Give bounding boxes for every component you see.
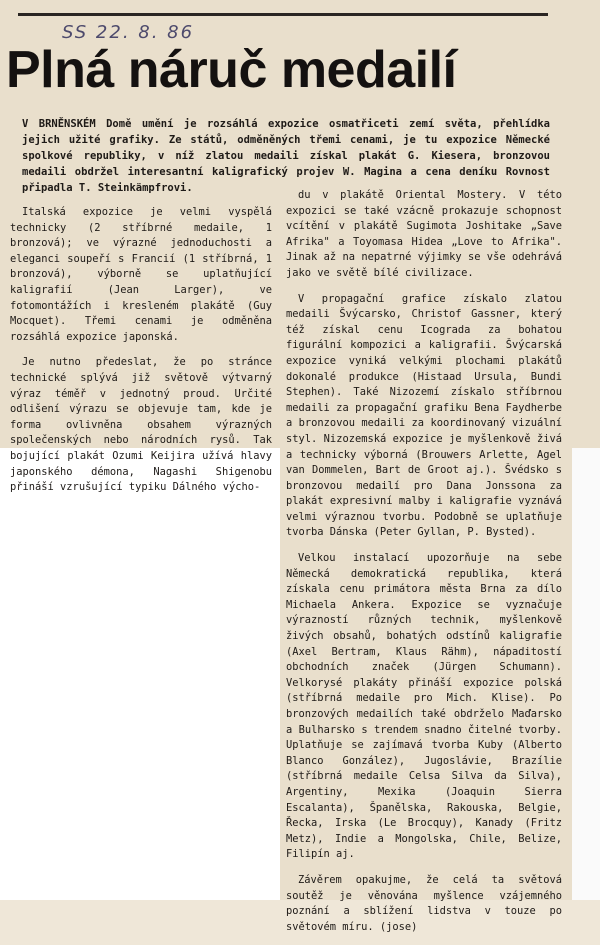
paragraph: Italská expozice je velmi vyspělá technicky (2 stříbrné medaile, 1 bronzová); ve výrazné jednoduchosti a eleganci soupeří s Francií (1 stříbrná, 1 bronzová), výborně se uplatňující kaligrafií (Jean Larger), ve fotomontážích i kresleném plakátě (Guy Mocquet). Třemi cenami je odměněna rozsáhlá expozice japonská. xyxy=(10,206,272,343)
lead-paragraph: V BRNĚNSKÉM Domě umění je rozsáhlá expozice osmatřiceti zemí světa, přehlídka jejich užité grafiky. Ze států, odměněných třemi cenami, je tu expozice Německé spolkové republiky, v níž zlatou medaili získal plakát G. Kiesera, bronzovou medaili obdržel interesantní kaligrafický projev W. Magina a cena deníku Rovnost připadla T. Steinkämpfrovi. xyxy=(22,118,550,194)
paragraph: Závěrem opakujme, že celá ta světová soutěž je věnována myšlence vzájemného poznání a sblížení lidstva v touze po světovém míru. (jose) xyxy=(286,873,562,933)
left-column xyxy=(10,205,272,506)
paragraph: Velkou instalací upozorňuje na sebe Německá demokratická republika, která získala cenu primátora města Brna za dílo Michaela Ankera. Expozice se vyznačuje výrazností různých technik, myšlenkově živých obsahů, bohatých odstínů kaligrafie (Axel Bertram, Klaus Rähm), nápaditostí obchodních značek (Jürgen Schumann). Velkorysé plakáty přináší expozice polská (stříbrná medaile pro Mich. Klise). Po bronzových medailích také obdrželo Maďarsko a Bulharsko s trendem snadno čitelné tvorby. Uplatňuje se zajímavá tvorba Kuby (Alberto Blanco González), Jugoslávie, Brazílie (stříbrná medaile Celsa Silva da Silva), Argentiny, Mexika (Joaquin Sierra Escalanta), Španělska, Rakouska, Belgie, Řecka, Irska (Le Brocquy), Kanady (Fritz Metz), Indie a Mongolska, Chile, Belize, Filipín aj. xyxy=(286,552,562,861)
paragraph: Je nutno předeslat, že po stránce technické splývá již světově výtvarný výraz téměř v jednotný proud. Určité odlišení výrazu se objevuje tam, kde je forma ovlivněna obsahem výrazných společenských nebo národních rysů. Tak bojující plakát Ozumi Keijira užívá hlavy japonského démona, Nagashi Shigenobu přináší vzrušující typiku Dálného výcho- xyxy=(10,356,272,494)
handwritten-date-note: SS 22. 8. 86 xyxy=(62,22,195,43)
right-column xyxy=(286,188,562,945)
headline: Plná náruč medailí xyxy=(6,41,457,99)
paragraph: du v plakátě Oriental Mostery. V této expozici se také vzácně prokazuje schopnost vcítění v plakátě Sugimota Joshitake „Save Afrika" a Toyomasa Hidea „Love to Afrika". Jinak až na nepatrné výjimky se vše odehrává jako ve světě bílé civilizace. xyxy=(286,189,562,279)
blank-margin xyxy=(572,448,600,900)
blank-area xyxy=(0,448,280,900)
top-rule xyxy=(18,13,548,16)
paragraph: V propagační grafice získalo zlatou medaili Švýcarsko, Christof Gassner, který též získal cenu Icograda za bohatou figurální kompozici a kaligrafii. Švýcarská expozice vyniká velkými plochami plakátů dokonalé produkce (Histaad Ursula, Bundi Stephen). Také Nizozemí získalo stříbrnou medaili za propagační grafiku Bena Faydherbe a bronzovou medaili za koordinovaný vizuální styl. Nizozemská expozice je myšlenkově živá a technicky výborná (Brouwers Arlette, Agel van Dommelen, Bart de Groot aj.). Švédsko s bronzovou medailí pro Dana Jonssona za plakát expresivní malby i kaligrafie vyznává velmi výraznou tvorbu. Podobně se uplatňuje tvorba Dánska (Peter Gyllan, P. Bysted). xyxy=(286,292,562,539)
